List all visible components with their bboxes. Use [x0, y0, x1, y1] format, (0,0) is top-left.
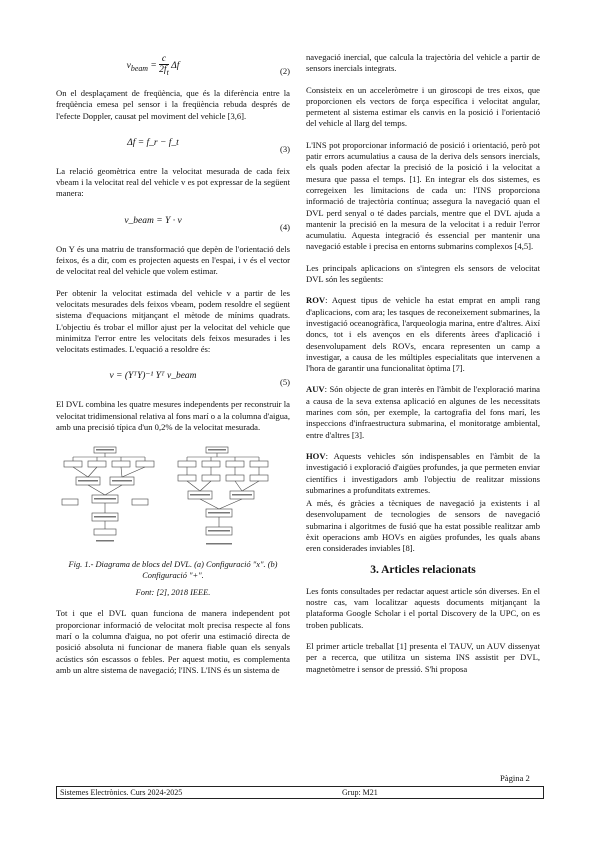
auv-paragraph: AUV: Són objecte de gran interès en l'àmbit de l'exploració marina a causa de la seva extensa aplicació en algunes de les necessitats marines com són, per exemple, la cartografia del fons marí, les inspeccions d'infraestructura submarina, el monitoratge ambiental, entre d'altres [3].	[306, 384, 540, 440]
hov-paragraph: HOV: Aquests vehicles són indispensables en l'àmbit de la investigació i exploració d'aigües profundes, ja que permeten enviar científics i investigadors amb l'objectiu de realitzar missions submarines a profunditats extremes.	[306, 450, 540, 495]
block-diagram-image	[56, 443, 290, 551]
equation-4: v_beam = Y · v (4)	[124, 215, 290, 232]
figure-caption: Fig. 1.- Diagrama de blocs del DVL. (a) Configuració "x". (b) Configuració "+". Font: [2], 2018 IEEE.	[56, 559, 290, 598]
paragraph: El primer article treballat [1] presenta el TAUV, un AUV dissenyat per a recerca, que utilitza un sistema INS assistit per DVL, magnetòmetre i sensor de pressió. S'hi proposa	[306, 641, 540, 674]
figure-source: Font: [2], 2018 IEEE.	[135, 588, 211, 598]
equation-5: v = (YᵀY)⁻¹ Yᵀ v_beam (5)	[109, 371, 290, 388]
footer-group: Grup: M21	[342, 788, 378, 797]
paragraph: El DVL combina les quatre mesures independents per reconstruir la velocitat tridimensional relativa al fons marí o a la columna d'aigua, amb una precisió típica d'un 0,2% de la velocitat mesurada.	[56, 399, 290, 433]
dvl-block-diagram	[56, 443, 290, 551]
rov-paragraph: ROV: Aquest tipus de vehicle ha estat emprat en ampli rang d'aplicacions, com ara; les tasques de reconeixement submarines, la investigació oceanogràfica, l'arqueologia marina, entre d'altres. Així doncs, tot i els avenços en els diferents àrees d'aplicació i desenvolupament dels ROVs, encara representen un camp a investigar, a causa de les múltiples especialitats que intervenen a l'hora de garantir una funcionalitat òptima [7].	[306, 295, 540, 374]
page-footer	[56, 786, 544, 799]
equation-3: Δf = f_r − f_t (3)	[127, 137, 290, 154]
section-heading: 3. Articles relacionats	[370, 563, 476, 576]
equation-2: $v_{beam}$ = $\frac{c}{2f_t}$ Δf (2)	[126, 54, 290, 77]
left-column	[56, 52, 290, 686]
paragraph: Per obtenir la velocitat estimada del vehicle v a partir de les velocitats mesurades dels feixos vbeam, podem resoldre el següent sistema d'equacions mitjançant el mètode de mínims quadrats. L'objectiu és trobar el millor ajust per la velocitat del vehicle que minimitza l'error entre les velocitats dels feixos mesurades i les velocitats estimades. L'equació a resoldre és:	[56, 287, 290, 355]
paragraph: La relació geomètrica entre la velocitat mesurada de cada feix vbeam i la velocitat real del vehicle v es pot expressar de la següent manera:	[56, 165, 290, 199]
paragraph: navegació inercial, que calcula la trajectòria del vehicle a partir de sensors inercials integrats.	[306, 52, 540, 74]
page-number: Pàgina 2	[500, 773, 530, 783]
paragraph: Les principals aplicacions on s'integren els sensors de velocitat DVL són les següents:	[306, 262, 540, 285]
right-column	[306, 52, 540, 685]
paragraph: On el desplaçament de freqüència, que és la diferència entre la freqüència emesa pel sensor i la freqüència rebuda després de l'efecte Doppler, causat pel moviment del vehicle [3,6].	[56, 88, 290, 121]
paragraph: Consisteix en un acceleròmetre i un giroscopi de tres eixos, que proporcionen els vectors de força específica i velocitat angular, permetent al sistema estimar els canvis en la posició i l'orientació del vehicle al llarg del temps.	[306, 84, 540, 129]
equation-number: (2)	[279, 66, 290, 76]
paragraph: A més, és gràcies a tècniques de navegació ja existents i al desenvolupament de tecnologies de sensors de navegació submarina i algoritmes de fusió que ha estat possible realitzar amb èxit operacions amb HOVs en aigües profundes, les quals abans eren considerades inviables [8].	[306, 498, 540, 554]
footer-course: Sistemes Electrònics. Curs 2024-2025	[60, 788, 183, 797]
paragraph: On Y és una matriu de transformació que depèn de l'orientació dels feixos, és a dir, com es projecten aquests en l'espai, i v és el vector de velocitat real del vehicle que volem estimar.	[56, 243, 290, 277]
paragraph: Les fonts consultades per redactar aquest article són diverses. En el nostre cas, vam localitzar aquests documents mitjançant la plataforma Google Scholar i el portal Discovery de la UPC, on es troben publicats.	[306, 585, 540, 630]
paragraph: L'INS pot proporcionar informació de posició i orientació, però pot patir errors acumulatius a causa de la deriva dels sensors inercials, els quals poden afectar la precisió de la posició i la velocitat a mesura que passa el temps. [1]. En integrar els dos sistemes, es corregeixen les limitacions de cada un: l'INS proporciona informació de trajectòria contínua; assegura la navegació quan el DVL perd senyal o té dades parcials, mentre que el DVL ajuda a mantenir la precisió en la mesura de la velocitat i a reduir l'error acumulatiu. Aquesta integració és essencial per mantenir una navegació estable i precisa en entorns submarins complexos [4,5].	[306, 139, 540, 252]
paragraph: Tot i que el DVL quan funciona de manera independent pot proporcionar informació de velocitat molt precisa respecte al fons marí o la columna d'aigua, no pot oferir una estimació directa de posició absoluta ni funcionar de manera fiable quan els senyals acústics són escassos o febles. Per aquest motiu, es complementa amb un altre sistema de navegació; l'INS. L'INS és un sistema de	[56, 608, 290, 675]
